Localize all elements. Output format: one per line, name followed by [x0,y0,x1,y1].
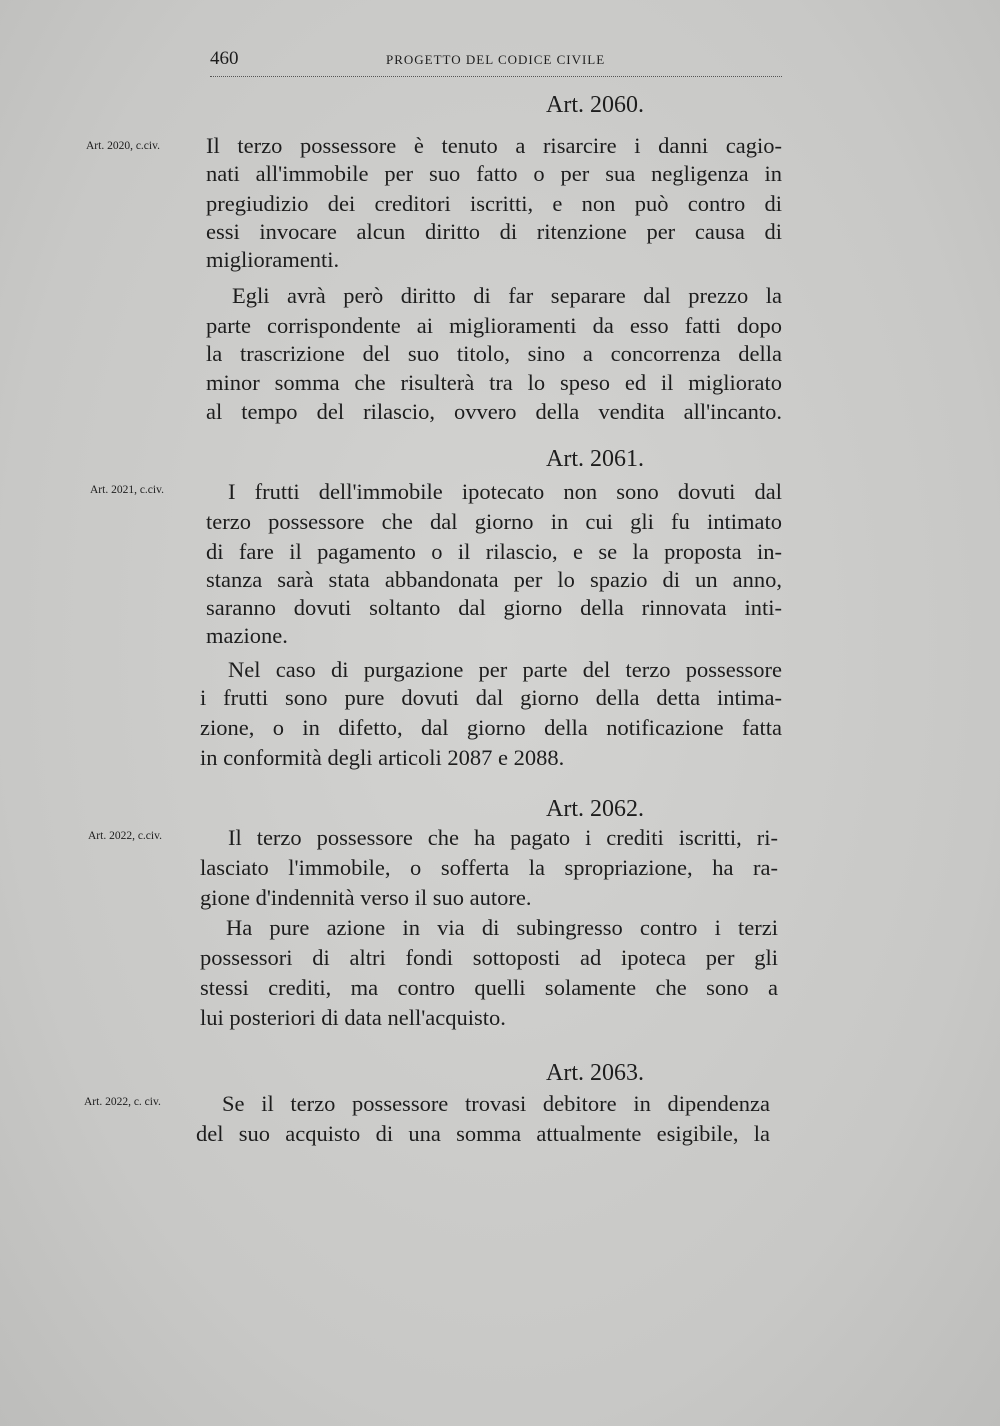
article-title: Art. 2063. [546,1060,644,1086]
text-line: pregiudizio dei creditori iscritti, e non può contro di [206,191,782,216]
text-line: essi invocare alcun diritto di ritenzione per causa di [206,219,782,244]
text-line: Il terzo possessore che ha pagato i crediti iscritti, ri- [228,825,778,850]
margin-note: Art. 2021, c.civ. [90,484,164,496]
article-title: Art. 2061. [546,446,644,472]
text-line: parte corrispondente ai miglioramenti da esso fatti dopo [206,313,782,338]
text-line: Egli avrà però diritto di far separare dal prezzo la [232,283,782,308]
text-line: Nel caso di purgazione per parte del terzo possessore [228,657,782,682]
text-line: stanza sarà stata abbandonata per lo spazio di un anno, [206,567,782,592]
article-title: Art. 2062. [546,796,644,822]
text-line: i frutti sono pure dovuti dal giorno della detta intima- [200,685,782,710]
margin-note: Art. 2022, c.civ. [88,830,162,842]
text-line: del suo acquisto di una somma attualmente esigibile, la [196,1121,770,1146]
text-line: lasciato l'immobile, o sofferta la spropriazione, ha ra- [200,855,778,880]
margin-note: Art. 2022, c. civ. [84,1096,161,1108]
text-line: Ha pure azione in via di subingresso contro i terzi [226,915,778,940]
text-line: saranno dovuti soltanto dal giorno della rinnovata inti- [206,595,782,620]
text-line: lui posteriori di data nell'acquisto. [200,1005,506,1030]
text-line: miglioramenti. [206,247,340,272]
text-line: stessi crediti, ma contro quelli solamente che sono a [200,975,778,1000]
text-line: possessori di altri fondi sottoposti ad ipoteca per gli [200,945,778,970]
article-title: Art. 2060. [546,92,644,118]
text-line: minor somma che risulterà tra lo speso ed il migliorato [206,370,782,395]
text-line: al tempo del rilascio, ovvero della vendita all'incanto. [206,399,782,424]
text-line: la trascrizione del suo titolo, sino a concorrenza della [206,341,782,366]
margin-note: Art. 2020, c.civ. [86,140,160,152]
page-header [210,46,782,77]
running-title: PROGETTO DEL CODICE CIVILE [386,52,606,67]
text-line: I frutti dell'immobile ipotecato non sono dovuti dal [228,479,782,504]
text-line: zione, o in difetto, dal giorno della notificazione fatta [200,715,782,740]
page-number: 460 [210,48,239,69]
text-line: mazione. [206,623,288,648]
text-line: in conformità degli articoli 2087 e 2088. [200,745,565,770]
text-line: Il terzo possessore è tenuto a risarcire i danni cagio- [206,133,782,158]
text-line: nati all'immobile per suo fatto o per sua negligenza in [206,161,782,186]
text-line: Se il terzo possessore trovasi debitore in dipendenza [222,1091,770,1116]
text-line: gione d'indennità verso il suo autore. [200,885,532,910]
text-line: di fare il pagamento o il rilascio, e se la proposta in- [206,539,782,564]
text-line: terzo possessore che dal giorno in cui gli fu intimato [206,509,782,534]
